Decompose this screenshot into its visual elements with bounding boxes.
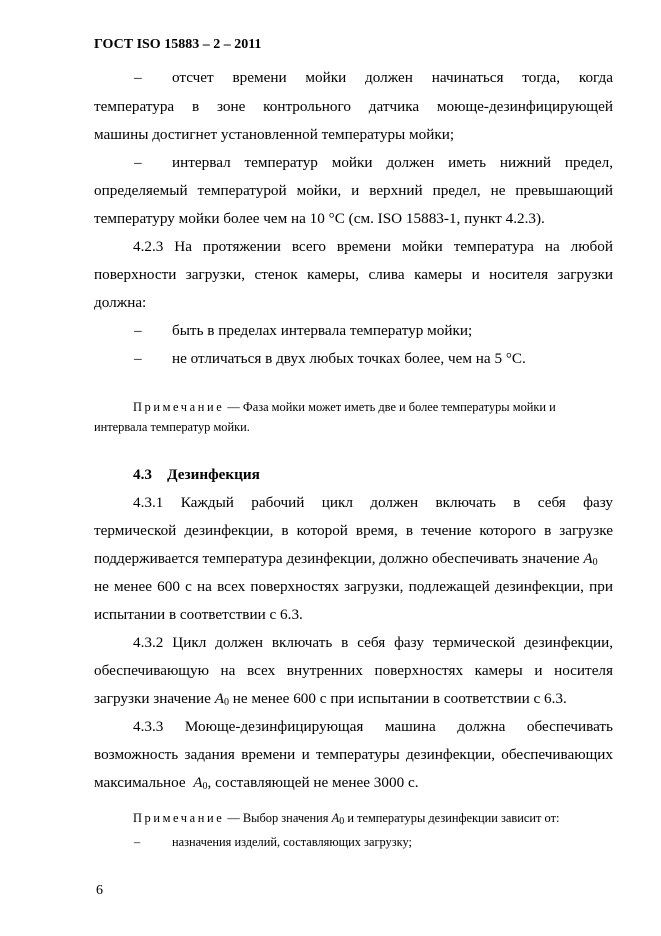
list-dash: – (134, 154, 142, 171)
paragraph-line: должна: (94, 294, 147, 311)
note-separator: — (224, 811, 243, 825)
note-label: Примечание (133, 400, 225, 414)
symbol-a-subscript: 0 (202, 781, 208, 792)
document-header: ГОСТ ISO 15883 – 2 – 2011 (94, 37, 262, 52)
paragraph-text: , составляющей не менее 3000 с. (207, 774, 419, 791)
paragraph-text: не менее 600 с при испытании в соответствии с 6.3. (232, 690, 567, 707)
note (133, 809, 559, 831)
paragraph-line: интервал температур мойки должен иметь нижний предел, (172, 154, 613, 171)
section-title: Дезинфекция (167, 466, 260, 483)
paragraph-line (94, 549, 613, 573)
paragraph-line: поверхности загрузки, стенок камеры, слива камеры и носителя загрузки (94, 266, 613, 283)
paragraph-line: машины достигнет установленной температуры мойки; (94, 126, 455, 143)
symbol-a: A (193, 774, 203, 791)
paragraph-text: загрузки значение (94, 690, 211, 707)
note-text: Выбор значения (242, 811, 329, 825)
paragraph-line (94, 689, 613, 713)
symbol-a-subscript: 0 (223, 697, 229, 708)
paragraph-line: отсчет времени мойки должен начинаться тогда, когда (172, 69, 613, 86)
paragraph-line: температуру мойки более чем на 10 °С (см. ISO 15883-1, пункт 4.2.3). (94, 210, 545, 227)
paragraph-line: 4.3.2 Цикл должен включать в себя фазу термической дезинфекции, (133, 634, 613, 651)
paragraph-line: 4.3.3 Моюще-дезинфицирующая машина должна обеспечивать (133, 718, 613, 735)
paragraph-line: обеспечивающую на всех внутренних поверхностях камеры и носителя (94, 662, 613, 679)
list-dash: – (134, 835, 141, 849)
paragraph-text: поддерживается температура дезинфекции, должно обеспечивать значение (94, 550, 580, 567)
note-line: интервала температур мойки. (94, 420, 250, 434)
note-text: Фаза мойки может иметь две и более температуры мойки и (242, 400, 556, 414)
paragraph-line: возможность задания времени и температуры дезинфекции, обеспечивающих (94, 746, 613, 763)
paragraph-line: определяемый температурой мойки, и верхний предел, не превышающий (94, 182, 613, 199)
paragraph-line: 4.2.3 На протяжении всего времени мойки температура на любой (133, 238, 613, 255)
paragraph-text: максимальное (94, 774, 186, 791)
symbol-a: A (583, 550, 593, 567)
section-heading (133, 465, 652, 485)
list-dash: – (134, 69, 142, 86)
paragraph-line (94, 773, 613, 797)
paragraph-line: температура в зоне контрольного датчика моюще-дезинфицирующей (94, 98, 613, 115)
list-dash: – (134, 350, 142, 367)
paragraph-line: термической дезинфекции, в которой время, в течение которого в загрузке (94, 522, 613, 539)
list-item: не отличаться в двух любых точках более, чем на 5 °С. (172, 350, 526, 367)
note-label: Примечание (133, 811, 225, 825)
paragraph-line: не менее 600 с на всех поверхностях загрузки, подлежащей дезинфекции, при (94, 578, 613, 595)
note (133, 398, 613, 416)
list-item: быть в пределах интервала температур мойки; (172, 322, 473, 339)
paragraph-line: испытании в соответствии с 6.3. (94, 606, 303, 623)
paragraph-line: 4.3.1 Каждый рабочий цикл должен включать в себя фазу (133, 494, 613, 511)
note-list-item: назначения изделий, составляющих загрузку; (172, 835, 412, 849)
list-dash: – (134, 322, 142, 339)
symbol-a-subscript: 0 (592, 557, 598, 568)
note-text: и температуры дезинфекции зависит от: (347, 811, 560, 825)
symbol-a-subscript: 0 (339, 816, 345, 827)
note-separator: — (224, 400, 243, 414)
section-number: 4.3 (133, 466, 152, 483)
symbol-a: A (214, 690, 224, 707)
symbol-a: A (331, 811, 340, 825)
page-number: 6 (96, 883, 103, 898)
